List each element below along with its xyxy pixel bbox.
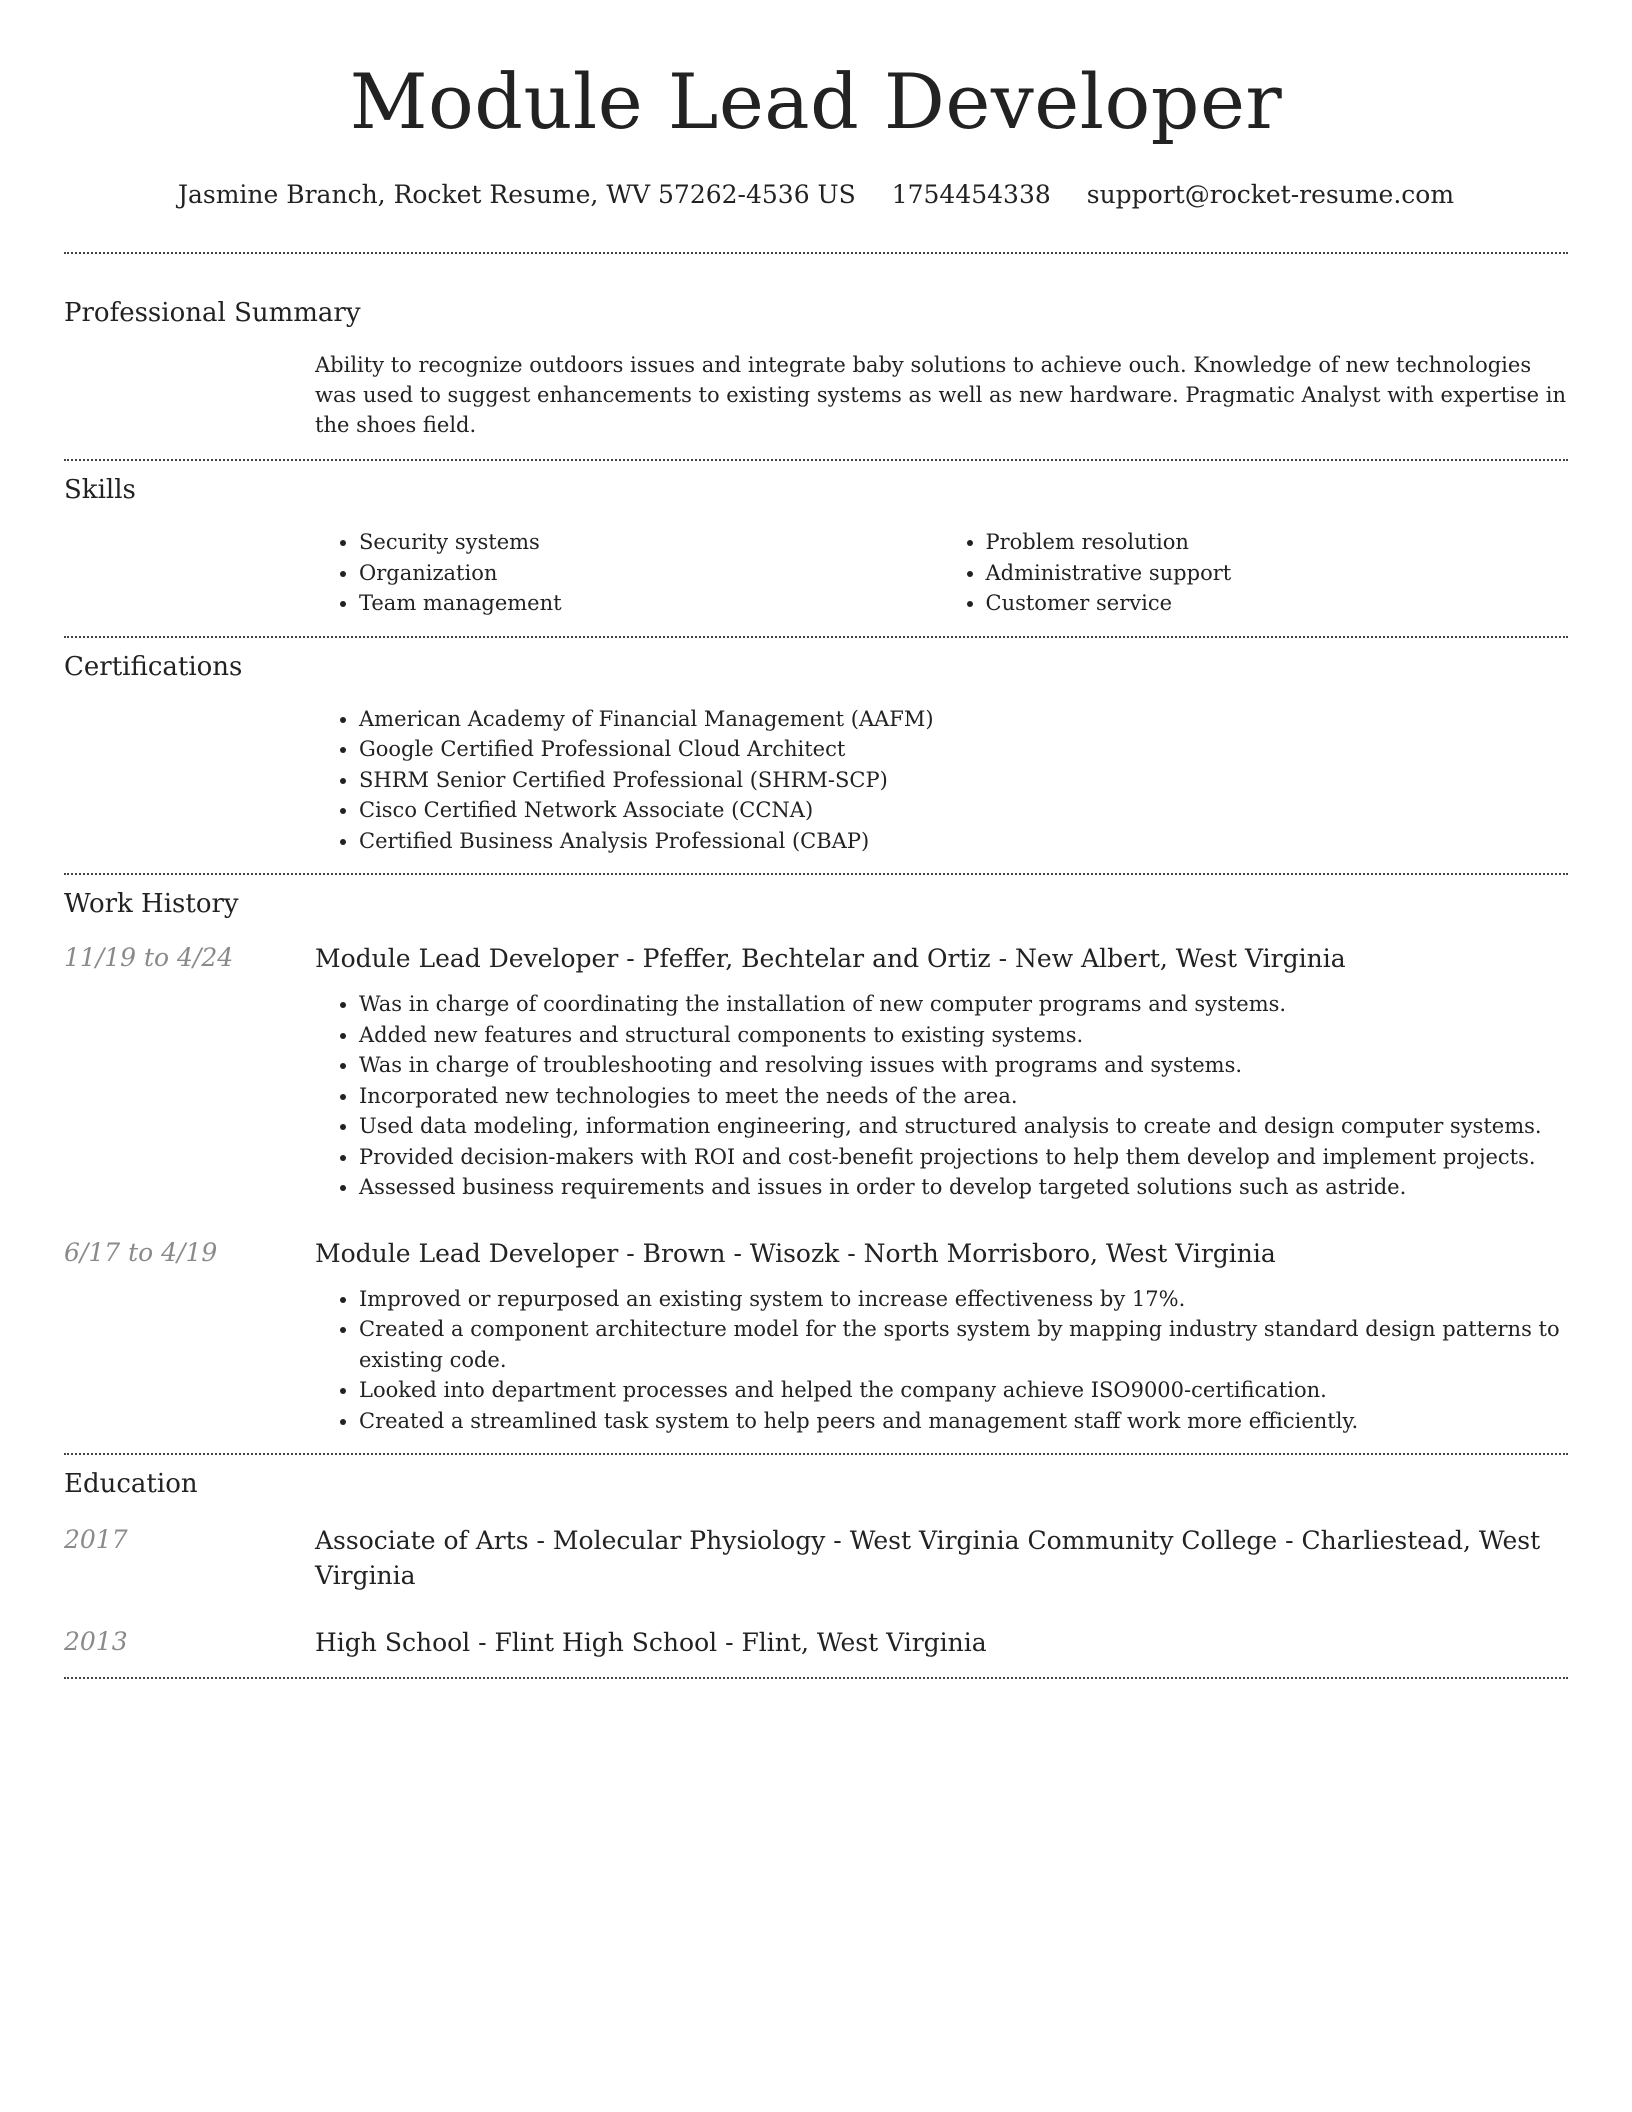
section-divider [64,1677,1568,1679]
job-dates: 6/17 to 4/19 [64,1237,218,1267]
education-heading: High School - Flint High School - Flint, West Virginia [315,1628,987,1657]
job-entry [64,1236,1568,1437]
contact-phone: 1754454338 [891,180,1051,209]
job-bullet: • Used data modeling, information engineering, and structured analysis to create and design computer systems. [359,1111,1568,1142]
contact-email: support@rocket-resume.com [1086,180,1455,209]
job-bullet: • Incorporated new technologies to meet the needs of the area. [359,1081,1568,1112]
education-title: Education [64,1469,198,1499]
education-heading: Associate of Arts - Molecular Physiology - West Virginia Community College - Charliestead, West Virginia [315,1526,1541,1590]
job-heading: Module Lead Developer - Pfeffer, Bechtelar and Ortiz - New Albert, West Virginia [315,944,1346,973]
skill-item: • Problem resolution [986,527,1569,558]
skills-section [64,461,1568,636]
certification-item: • American Academy of Financial Management (AAFM) [359,704,1568,735]
skill-item: • Team management [359,588,942,619]
skill-item: • Security systems [359,527,942,558]
job-bullet: • Added new features and structural components to existing systems. [359,1020,1568,1051]
job-bullet: • Created a component architecture model for the sports system by mapping industry standard design patterns to existing code. [359,1314,1568,1375]
job-bullet: • Assessed business requirements and issues in order to develop targeted solutions such as astride. [359,1172,1568,1203]
certification-item: • Google Certified Professional Cloud Architect [359,734,1568,765]
skill-item: • Customer service [986,588,1569,619]
education-year: 2017 [64,1525,128,1554]
certifications-title: Certifications [64,651,243,682]
job-dates: 11/19 to 4/24 [64,943,234,972]
certification-item: • SHRM Senior Certified Professional (SHRM-SCP) [359,765,1568,796]
job-bullet: • Improved or repurposed an existing system to increase effectiveness by 17%. [359,1284,1568,1315]
certifications-list [315,704,1568,857]
skill-item: • Administrative support [986,558,1569,589]
job-bullet: • Was in charge of troubleshooting and resolving issues with programs and systems. [359,1050,1568,1081]
skills-title: Skills [64,475,136,505]
resume-name: Module Lead Developer [349,57,1283,146]
job-bullets [315,989,1568,1203]
certifications-section [64,638,1568,874]
certification-item: • Cisco Certified Network Associate (CCNA) [359,795,1568,826]
job-entry [64,941,1568,1203]
skills-list-right [942,527,1569,619]
contact-address: Jasmine Branch, Rocket Resume, WV 57262-4536 US [177,180,856,209]
job-bullet: • Created a streamlined task system to help peers and management staff work more efficiently. [359,1406,1568,1437]
work-section [64,875,1568,1453]
certification-item: • Certified Business Analysis Professional (CBAP) [359,826,1568,857]
contact-line [64,178,1568,212]
job-bullet: • Provided decision-makers with ROI and cost-benefit projections to help them develop and implement projects. [359,1142,1568,1173]
summary-text: Ability to recognize outdoors issues and integrate baby solutions to achieve ouch. Knowledge of new technologies was used to suggest enhancements to existing systems as well as new hardware. Pragmatic Analyst with expertise in the shoes field. [315,353,1567,437]
education-entry [64,1523,1568,1593]
education-entry [64,1625,1568,1660]
skills-list-left [315,527,942,619]
work-title: Work History [64,889,239,919]
job-heading: Module Lead Developer - Brown - Wisozk - North Morrisboro, West Virginia [315,1238,1276,1268]
education-year: 2013 [64,1627,128,1656]
skill-item: • Organization [359,558,942,589]
job-bullets [315,1284,1568,1437]
summary-section [64,254,1568,459]
job-bullet: • Looked into department processes and helped the company achieve ISO9000-certification. [359,1375,1568,1406]
job-bullet: • Was in charge of coordinating the installation of new computer programs and systems. [359,989,1568,1020]
summary-title: Professional Summary [64,298,361,328]
education-section [64,1455,1568,1677]
